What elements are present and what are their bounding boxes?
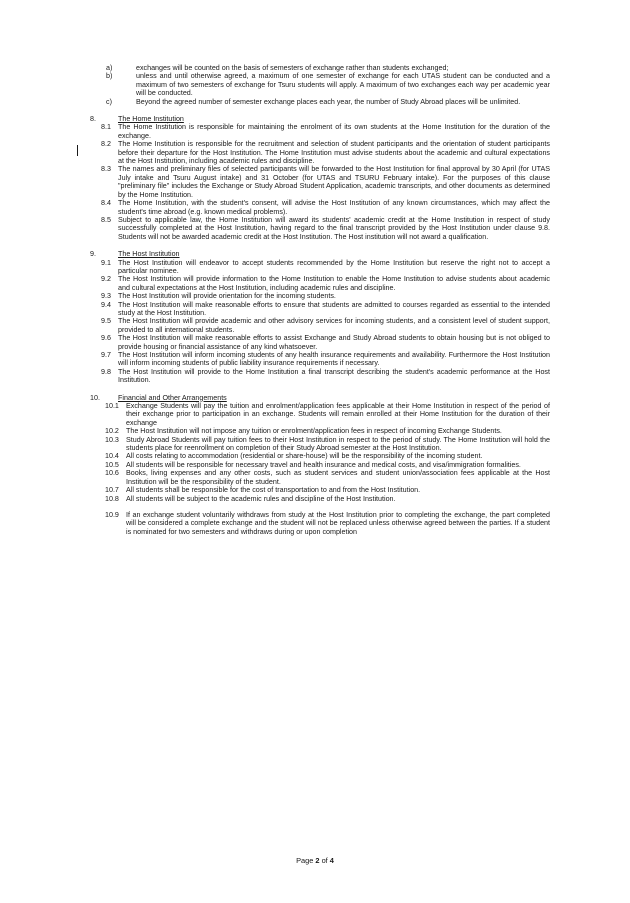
clause — [0, 461, 630, 469]
clause-number: 9.7 — [101, 351, 111, 359]
list-item — [0, 72, 630, 97]
clause-number: 8.3 — [101, 165, 111, 174]
clause — [0, 486, 630, 494]
clause-text: The Host Institution will make reasonable efforts to ensure that students are admitted to courses regarded as essential to the intended study at the Host Institution. — [118, 300, 550, 317]
section-title: Financial and Other Arrangements — [118, 393, 227, 402]
clause — [0, 368, 630, 385]
clause-number: 9.2 — [101, 275, 111, 284]
section-heading — [0, 250, 630, 258]
clause-number: 9.5 — [101, 317, 111, 326]
clause — [0, 495, 630, 503]
clause — [0, 259, 630, 276]
clause-text: Study Abroad Students will pay tuition fees to their Host Institution in respect to the period of study. The Home Institution will hold the students place for reenrollment on completion of their Study Abroad semester at the Host Institution. — [126, 435, 550, 453]
clause-text: Books, living expenses and any other costs, such as student services and student union/association fees applicable at the Host Institution will be the responsibility of the student. — [126, 469, 550, 486]
clause — [0, 317, 630, 334]
clause-number: 8.2 — [101, 140, 111, 149]
list-item-label: b) — [106, 72, 113, 81]
list-item — [0, 64, 630, 72]
clause-text: All costs relating to accommodation (residential or share-house) will be the responsibility of the incoming student. — [126, 452, 483, 461]
clause-text: The Host Institution will provide orientation for the incoming students. — [118, 292, 336, 301]
clause-number: 9.8 — [101, 367, 111, 376]
clause — [0, 469, 630, 486]
clause-number: 9.3 — [101, 292, 111, 301]
clause-text: The Host Institution will provide academic and other advisory services for incoming students, and a consistent level of student support, provided to all international students. — [118, 317, 550, 334]
clause-number: 10.8 — [105, 494, 119, 503]
clause-number: 10.9 — [105, 510, 119, 519]
clause-number: 10.1 — [105, 402, 119, 411]
section-number: 8. — [90, 115, 96, 124]
clause — [0, 216, 630, 241]
clause-number: 9.6 — [101, 334, 111, 343]
clause — [0, 292, 630, 300]
section-heading — [0, 394, 630, 402]
clause-text: The Host Institution will provide information to the Home Institution to enable the Home Institution to advise students about academic and cultural expectations at the Host Institution, including academic rules and discipline. — [118, 275, 550, 292]
clause-text: All students will be subject to the academic rules and discipline of the Host Institution. — [126, 494, 396, 503]
clause-number: 8.5 — [101, 215, 111, 224]
page-footer — [0, 856, 630, 865]
clause-text: The Host Institution will inform incoming students of any health insurance requirements and availability. Furthermore the Host Institution will inform incoming students of public liability insurance requirements if necessary. — [118, 351, 550, 368]
clause — [0, 402, 630, 427]
clause-number: 9.1 — [101, 258, 111, 267]
clause — [0, 511, 630, 536]
section-number: 9. — [90, 250, 96, 259]
clause-text: The Host Institution will endeavor to accept students recommended by the Home Institution but reserve the right not to accept a particular nominee. — [118, 258, 550, 275]
clause-text: The Host Institution will make reasonable efforts to assist Exchange and Study Abroad students to obtain housing but is not obliged to provide housing or financial assistance of any kind whatsoever. — [118, 334, 550, 351]
clause — [0, 165, 630, 199]
clause-text: Exchange Students will pay the tuition and enrolment/application fees applicable at their Home Institution in respect of the period of their exchange prior to participation in an exchange. Students will remain enrolled at their Home Institution for the duration of their exchange — [126, 402, 550, 427]
clause-number: 10.2 — [105, 427, 119, 436]
footer-total-pages: 4 — [329, 856, 334, 865]
clause-number: 10.6 — [105, 469, 119, 478]
clause-number: 8.4 — [101, 199, 111, 208]
page-content — [0, 64, 630, 536]
clause — [0, 436, 630, 453]
clause-number: 10.3 — [105, 435, 119, 444]
section-number: 10. — [90, 393, 100, 402]
clause-text: All students shall be responsible for the cost of transportation to and from the Host Institution. — [126, 486, 421, 495]
clause-number: 10.5 — [105, 460, 119, 469]
clause-text: The Host Institution will provide to the Home Institution a final transcript describing the student's academic performance at the Host Institution. — [118, 367, 550, 385]
clause — [0, 275, 630, 292]
clause — [0, 301, 630, 318]
list-item-label: a) — [106, 64, 113, 72]
section-title: The Host Institution — [118, 250, 180, 259]
clause-number: 10.4 — [105, 452, 119, 461]
clause-text: All students will be responsible for necessary travel and health insurance and medical costs, and visa/immigration formalities. — [126, 460, 521, 469]
clause — [0, 427, 630, 435]
clause — [0, 199, 630, 216]
clause-text: If an exchange student voluntarily withdraws from study at the Host Institution prior to completing the exchange, the part completed will be considered a complete exchange and the student will not be replaced unless otherwise agreed between the parties. If a student is nominated for two semesters and withdraws during or upon completion — [126, 510, 550, 536]
list-item-text: Beyond the agreed number of semester exchange places each year, the number of Study Abroad places will be unlimited. — [136, 97, 521, 106]
clause-text: The Home Institution, with the student's consent, will advise the Host Institution of any known circumstances, which may affect the student's time abroad (e.g. known medical problems). — [118, 199, 550, 216]
clause — [0, 140, 630, 165]
clause-text: The Host Institution will not impose any tuition or enrolment/application fees in respect of incoming Exchange Students. — [126, 427, 502, 436]
clause — [0, 123, 630, 140]
clause-text: Subject to applicable law, the Home Institution will award its students' academic credit at the Home Institution in respect of study successfully completed at the Host Institution, having regard to the final transcript provided by the Host Institution under clause 9.8. Students will not be awarded academic credit at the Host Institution. The Host institution will not award a qualification. — [118, 215, 550, 241]
clause — [0, 334, 630, 351]
list-item-text: exchanges will be counted on the basis of semesters of exchange rather than students exchanged; — [136, 64, 449, 72]
clause — [0, 452, 630, 460]
footer-middle: of — [319, 856, 330, 865]
list-item-label: c) — [106, 97, 112, 106]
clause-number: 10.7 — [105, 486, 119, 495]
list-item — [0, 98, 630, 106]
section-heading — [0, 115, 630, 123]
clause-text: The names and preliminary files of selected participants will be forwarded to the Host Institution for final approval by 30 April (for UTAS July intake and Tsuru August intake) and 31 October (for UTAS and TSURU February intake). For the purposes of this clause "preliminary file" includes the Exchange or Study Abroad Student Application, academic transcripts, and other documents as determined by the Home Institution. — [118, 165, 550, 199]
section-title: The Home Institution — [118, 115, 184, 124]
list-item-text: unless and until otherwise agreed, a maximum of one semester of exchange for each UTAS student can be conducted and a maximum of two semesters of exchange for Tsuru students will apply. A maximum of two exchanges each way per academic year will be conducted. — [136, 72, 550, 98]
footer-prefix: Page — [296, 856, 316, 865]
clause-text: The Home Institution is responsible for maintaining the enrolment of its own students at the Home Institution for the duration of the exchange. — [118, 123, 550, 140]
footer-current-page: 2 — [315, 856, 320, 865]
clause-text: The Home Institution is responsible for the recruitment and selection of student participants and the orientation of student participants before their departure for the Host Institution. The Home Institution must advise students about the academic and cultural expectations at the Host Institution, including academic rules and discipline. — [118, 140, 550, 166]
clause — [0, 351, 630, 368]
clause-number: 9.4 — [101, 300, 111, 309]
clause-number: 8.1 — [101, 123, 111, 132]
